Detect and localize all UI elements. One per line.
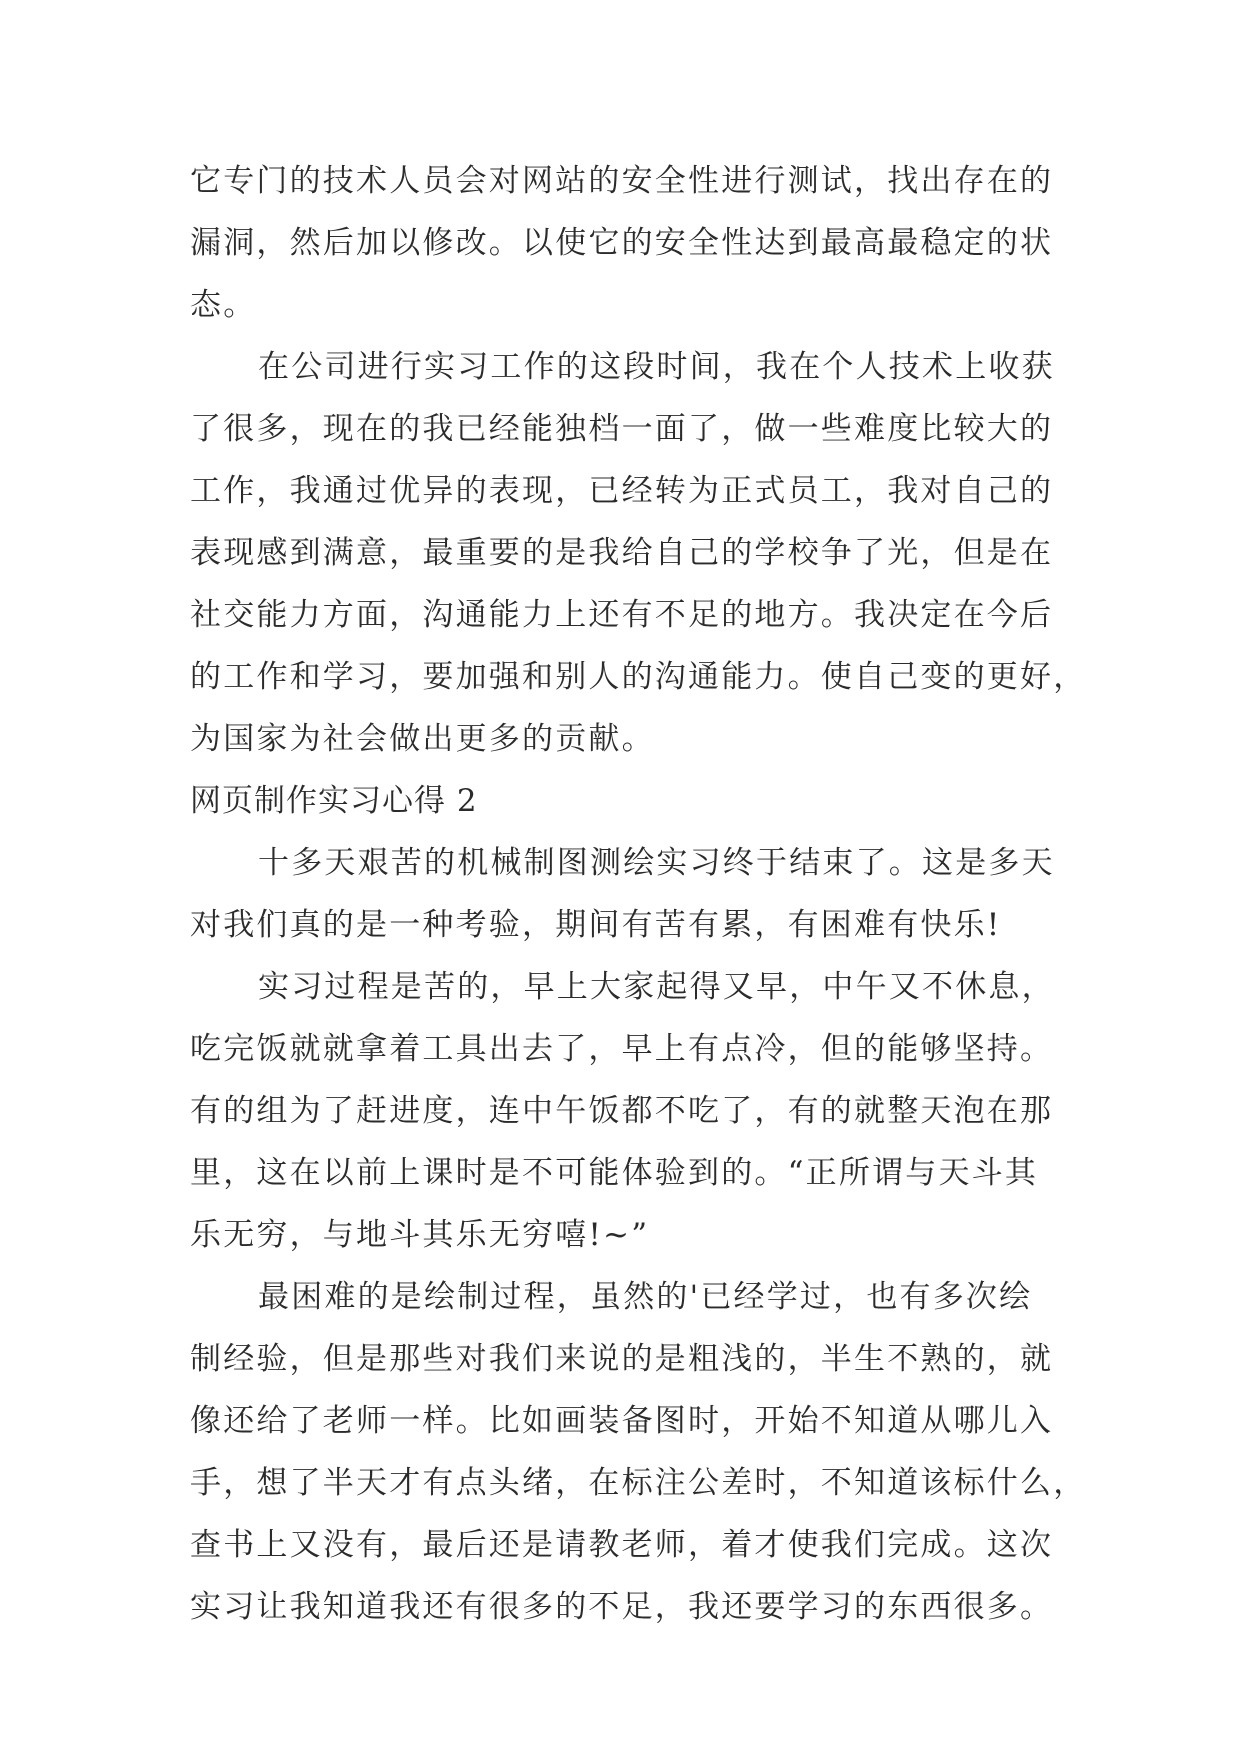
paragraph-first-line: 实习过程是苦的，早上大家起得又早，中午又不休息， — [258, 969, 1055, 1005]
text-line: 有的组为了赶进度，连中午饭都不吃了，有的就整天泡在那 — [190, 1093, 1054, 1129]
text-line: 表现感到满意，最重要的是我给自己的学校争了光，但是在 — [190, 535, 1054, 571]
text-line: 的工作和学习，要加强和别人的沟通能力。使自己变的更好， — [190, 659, 1087, 695]
section-heading: 网页制作实习心得 2 — [190, 783, 478, 819]
document-body — [190, 150, 1090, 1638]
text-line: 手，想了半天才有点头绪，在标注公差时，不知道该标什么， — [190, 1465, 1087, 1501]
text-line: 对我们真的是一种考验，期间有苦有累，有困难有快乐! — [190, 907, 1002, 943]
text-line: 实习让我知道我还有很多的不足，我还要学习的东西很多。 — [190, 1589, 1054, 1625]
text-line: 为国家为社会做出更多的贡献。 — [190, 721, 655, 757]
text-line: 工作，我通过优异的表现，已经转为正式员工，我对自己的 — [190, 473, 1054, 509]
text-line: 漏洞，然后加以修改。以使它的安全性达到最高最稳定的状 — [190, 225, 1054, 261]
text-line: 像还给了老师一样。比如画装备图时，开始不知道从哪儿入 — [190, 1403, 1054, 1439]
text-line: 了很多，现在的我已经能独档一面了，做一些难度比较大的 — [190, 411, 1054, 447]
paragraph-first-line: 在公司进行实习工作的这段时间，我在个人技术上收获 — [258, 349, 1055, 385]
text-line: 社交能力方面，沟通能力上还有不足的地方。我决定在今后 — [190, 597, 1054, 633]
text-line: 乐无穷，与地斗其乐无穷嘻!~” — [190, 1217, 650, 1253]
paragraph-first-line: 最困难的是绘制过程，虽然的'已经学过，也有多次绘 — [258, 1279, 1033, 1315]
paragraph-first-line: 十多天艰苦的机械制图测绘实习终于结束了。这是多天 — [258, 845, 1055, 881]
text-line: 它专门的技术人员会对网站的安全性进行测试，找出存在的 — [190, 163, 1054, 199]
text-line: 里，这在以前上课时是不可能体验到的。“正所谓与天斗其 — [190, 1155, 1039, 1191]
text-line: 查书上又没有，最后还是请教老师，着才使我们完成。这次 — [190, 1527, 1054, 1563]
text-line: 制经验，但是那些对我们来说的是粗浅的，半生不熟的，就 — [190, 1341, 1054, 1377]
text-line: 态。 — [190, 287, 257, 323]
text-line: 吃完饭就就拿着工具出去了，早上有点冷，但的能够坚持。 — [190, 1031, 1054, 1067]
